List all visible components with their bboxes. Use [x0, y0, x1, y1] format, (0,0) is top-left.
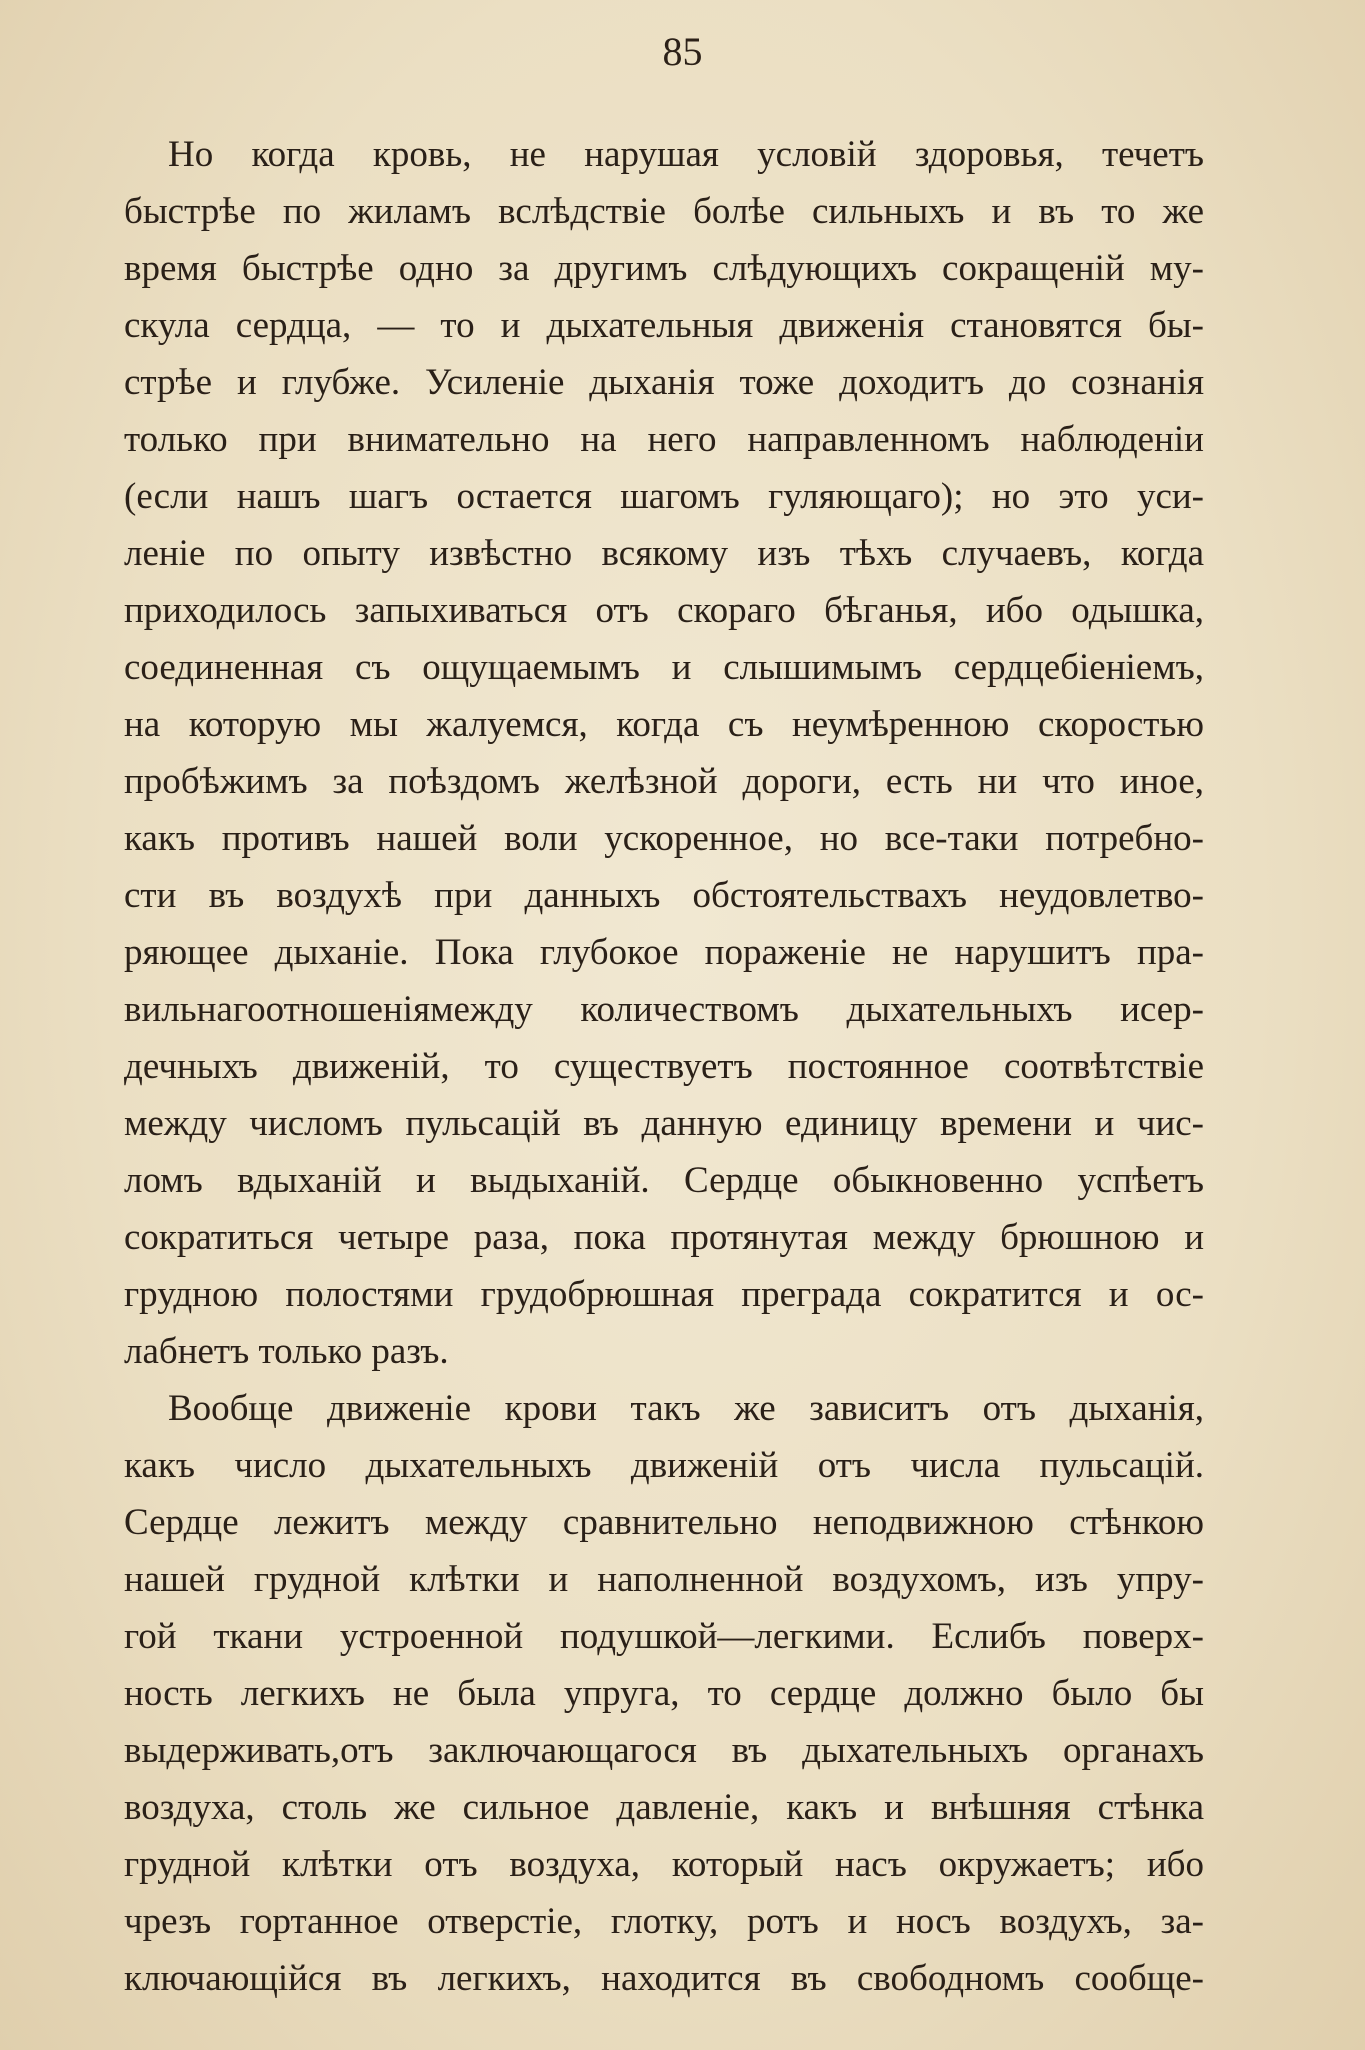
text-line: скула сердца, — то и дыхательныя движенія становятся бы- [124, 305, 1204, 346]
text-line: только при внимательно на него направленномъ наблюденіи [124, 419, 1204, 460]
text-line: ломъ вдыханій и выдыханій. Сердце обыкновенно успѣетъ [124, 1160, 1204, 1201]
paragraph [124, 126, 1204, 1380]
text-line: нашей грудной клѣтки и наполненной воздухомъ, изъ упру- [124, 1559, 1204, 1600]
text-line: выдерживать,отъ заключающагося въ дыхательныхъ органахъ [124, 1730, 1204, 1771]
text-line: чрезъ гортанное отверстіе, глотку, ротъ и носъ воздухъ, за- [124, 1901, 1204, 1942]
text-line: лабнетъ только разъ. [124, 1331, 449, 1372]
text-line: воздуха, столь же сильное давленіе, какъ и внѣшняя стѣнка [124, 1787, 1204, 1828]
text-line: быстрѣе по жиламъ вслѣдствіе болѣе сильныхъ и въ то же [124, 191, 1204, 232]
text-line: дечныхъ движеній, то существуетъ постоянное соотвѣтствіе [124, 1046, 1204, 1087]
text-line: гой ткани устроенной подушкой—легкими. Еслибъ поверх- [124, 1616, 1204, 1657]
text-line: грудною полостями грудобрюшная преграда сократится и ос- [124, 1274, 1204, 1315]
text-line: Сердце лежитъ между сравнительно неподвижною стѣнкою [124, 1502, 1204, 1543]
text-line: между числомъ пульсацій въ данную единицу времени и чис- [124, 1103, 1204, 1144]
text-line: вильнагоотношеніямежду количествомъ дыхательныхъ исер- [124, 989, 1204, 1030]
text-line: какъ число дыхательныхъ движеній отъ числа пульсацій. [124, 1445, 1204, 1486]
paragraph [124, 1380, 1204, 2007]
text-line: пробѣжимъ за поѣздомъ желѣзной дороги, есть ни что иное, [124, 761, 1204, 802]
text-line: ряющее дыханіе. Пока глубокое пораженіе не нарушитъ пра- [124, 932, 1204, 973]
text-line: ключающійся въ легкихъ, находится въ свободномъ сообще- [124, 1958, 1204, 1999]
text-line: какъ противъ нашей воли ускоренное, но все-таки потребно- [124, 818, 1204, 859]
text-line: Вообще движеніе крови такъ же зависитъ отъ дыханія, [168, 1388, 1204, 1429]
text-line: Но когда кровь, не нарушая условій здоровья, течетъ [168, 134, 1204, 175]
text-line: леніе по опыту извѣстно всякому изъ тѣхъ случаевъ, когда [124, 533, 1204, 574]
text-line: стрѣе и глубже. Усиленіе дыханія тоже доходитъ до сознанія [124, 362, 1204, 403]
text-line: приходилось запыхиваться отъ скораго бѣганья, ибо одышка, [124, 590, 1204, 631]
text-line: грудной клѣтки отъ воздуха, который насъ окружаетъ; ибо [124, 1844, 1204, 1885]
text-line: на которую мы жалуемся, когда съ неумѣренною скоростью [124, 704, 1204, 745]
text-line: соединенная съ ощущаемымъ и слышимымъ сердцебіеніемъ, [124, 647, 1204, 688]
text-line: сократиться четыре раза, пока протянутая между брюшною и [124, 1217, 1204, 1258]
page-number: 85 [662, 29, 703, 74]
body-text [124, 126, 1204, 2007]
text-line: сти въ воздухѣ при данныхъ обстоятельствахъ неудовлетво- [124, 875, 1204, 916]
text-line: время быстрѣе одно за другимъ слѣдующихъ сокращеній му- [124, 248, 1204, 289]
text-line: (если нашъ шагъ остается шагомъ гуляющаго); но это уси- [124, 476, 1204, 517]
text-line: ность легкихъ не была упруга, то сердце должно было бы [124, 1673, 1204, 1714]
